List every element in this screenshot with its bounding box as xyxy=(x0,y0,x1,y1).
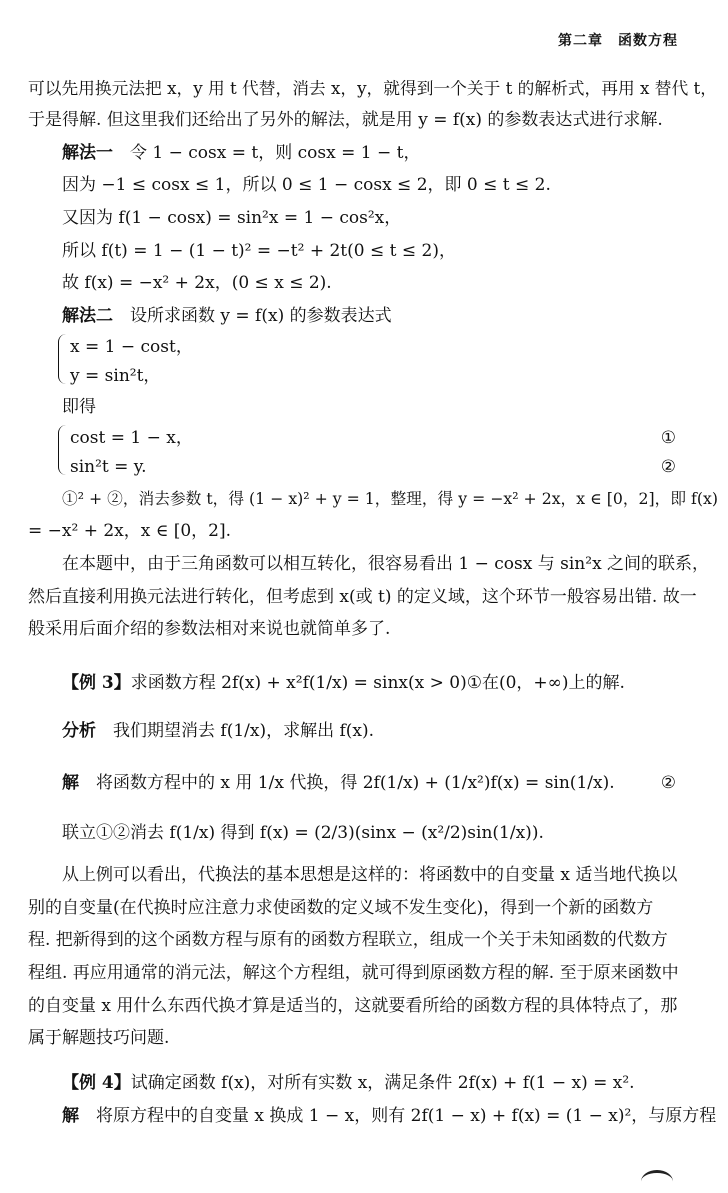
solution-line xyxy=(62,1105,716,1127)
equation-line: cost = 1 − x， xyxy=(70,428,193,448)
text-line: 又因为 f(1 − cosx) = sin²x = 1 − cos²x， xyxy=(62,208,402,228)
text-line: 联立①②消去 f(1/x) 得到 f(x) = (2/3)(sinx − (x²/2)sin(1/x)). xyxy=(62,823,544,843)
method-label: 解法二 xyxy=(62,306,113,326)
text-line: 将函数方程中的 x 用 1/x 代换，得 2f(1/x) + (1/x²)f(x) = sin(1/x). xyxy=(96,773,615,793)
text-line: 别的自变量(在代换时应注意力求使函数的定义域不发生变化)，得到一个新的函数方 xyxy=(28,898,654,918)
equation-line: y = sin²t， xyxy=(70,366,161,386)
text-line: 在本题中，由于三角函数可以相互转化，很容易看出 1 − cosx 与 sin²x 之间的联系， xyxy=(62,554,710,574)
text-line: ①² + ②，消去参数 t，得 (1 − x)² + y = 1，整理，得 y = −x² + 2x，x ∈ [0，2]，即 f(x) xyxy=(62,489,718,508)
text-line: 属于解题技巧问题. xyxy=(28,1028,170,1048)
text-line: 因为 −1 ≤ cosx ≤ 1，所以 0 ≤ 1 − cosx ≤ 2，即 0 ≤ t ≤ 2. xyxy=(62,175,551,195)
analysis-line xyxy=(62,720,374,742)
solution-line xyxy=(62,772,615,794)
example-4-line xyxy=(62,1072,635,1094)
example-label: 【例 4】 xyxy=(62,1073,131,1093)
method-label: 解法一 xyxy=(62,143,113,163)
text-line: 般采用后面介绍的参数法相对来说也就简单多了. xyxy=(28,619,391,639)
text-line: 程. 把新得到的这个函数方程与原有的函数方程联立，组成一个关于未知函数的代数方 xyxy=(28,930,668,950)
equation-line: x = 1 − cost， xyxy=(70,337,193,357)
solution-label: 解 xyxy=(62,773,79,793)
text-line: 即得 xyxy=(62,397,96,417)
method-one-line xyxy=(62,142,420,164)
text-line: 于是得解. 但这里我们还给出了另外的解法，就是用 y = f(x) 的参数表达式进行求解. xyxy=(28,110,663,130)
text-line: 设所求函数 y = f(x) 的参数表达式 xyxy=(130,306,392,326)
equation-number: ① xyxy=(660,428,676,448)
page-curl xyxy=(641,1170,673,1193)
example-label: 【例 3】 xyxy=(62,673,131,693)
text-line: 然后直接利用换元法进行转化，但考虑到 x(或 t) 的定义域，这个环节一般容易出错. 故一 xyxy=(28,587,697,607)
chapter-header: 第二章 函数方程 xyxy=(558,33,678,49)
equation-number: ② xyxy=(660,457,676,477)
text-line: 故 f(x) = −x² + 2x，(0 ≤ x ≤ 2). xyxy=(62,273,332,293)
text-line: 令 1 − cosx = t，则 cosx = 1 − t， xyxy=(130,143,421,163)
text-line: 将原方程中的自变量 x 换成 1 − x，则有 2f(1 − x) + f(x) = (1 − x)²，与原方程 xyxy=(96,1106,717,1126)
text-line: 求函数方程 2f(x) + x²f(1/x) = sinx(x > 0)①在(0，+∞)上的解. xyxy=(130,673,625,693)
text-line: 程组. 再应用通常的消元法，解这个方程组，就可得到原函数方程的解. 至于原来函数中 xyxy=(28,963,679,983)
text-line: 的自变量 x 用什么东西代换才算是适当的，这就要看所给的函数方程的具体特点了，那 xyxy=(28,996,678,1016)
text-line: 从上例可以看出，代换法的基本思想是这样的：将函数中的自变量 x 适当地代换以 xyxy=(62,865,678,885)
brace xyxy=(58,334,69,384)
equation-line: sin²t = y. xyxy=(70,457,147,477)
method-two-line xyxy=(62,305,392,327)
text-line: = −x² + 2x，x ∈ [0，2]. xyxy=(28,521,232,541)
brace xyxy=(58,425,69,475)
analysis-label: 分析 xyxy=(62,721,96,741)
solution-label: 解 xyxy=(62,1106,79,1126)
text-line: 可以先用换元法把 x，y 用 t 代替，消去 x，y，就得到一个关于 t 的解析式，再用 x 替代 t， xyxy=(28,78,717,98)
equation-number: ② xyxy=(660,773,676,793)
example-3-line xyxy=(62,672,625,694)
text-line: 我们期望消去 f(1/x)，求解出 f(x). xyxy=(113,721,375,741)
text-line: 试确定函数 f(x)，对所有实数 x，满足条件 2f(x) + f(1 − x) = x². xyxy=(130,1073,635,1093)
text-line: 所以 f(t) = 1 − (1 − t)² = −t² + 2t(0 ≤ t ≤ 2)， xyxy=(62,241,456,261)
